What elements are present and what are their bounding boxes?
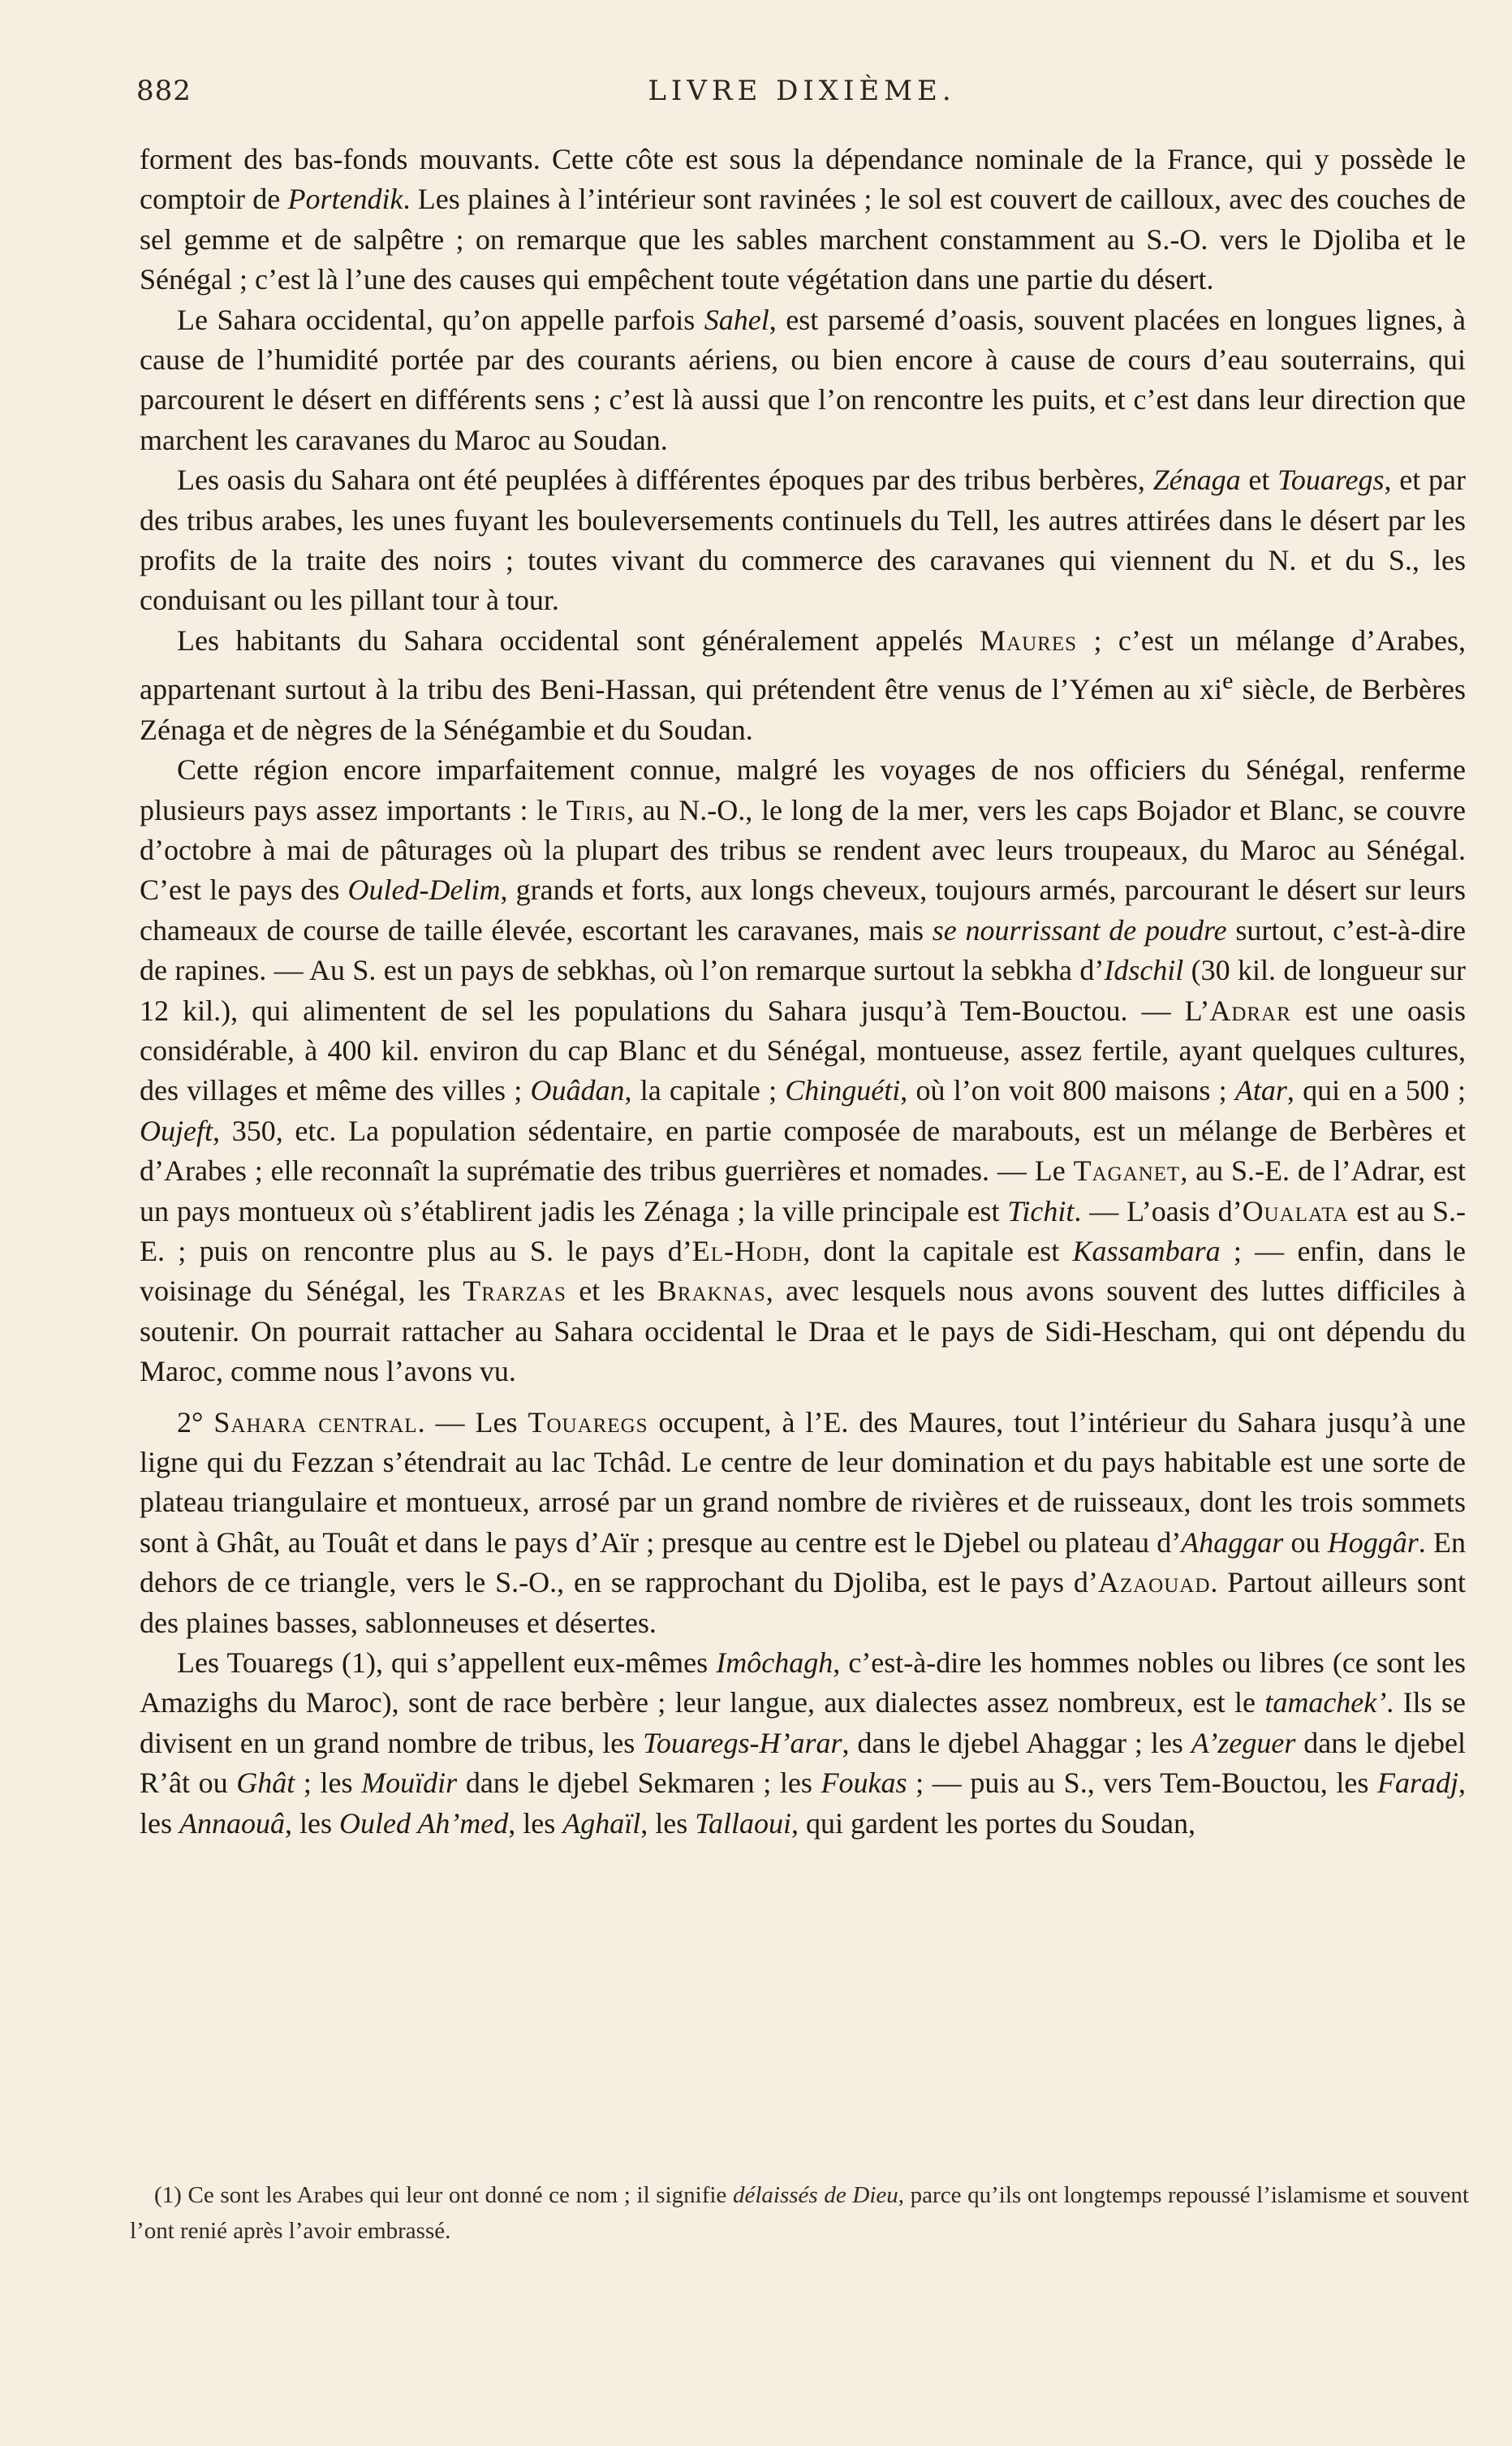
page-number: 882 [136, 75, 192, 107]
running-title: LIVRE DIXIÈME. [648, 75, 956, 107]
paragraph: Les habitants du Sahara occidental sont généralement appelés Maures ; c’est un mélange d’Arabes, appartenant surtout à la tribu des Beni-Hassan, qui prétendent être venus de l’Yémen au $xi^e$ siècle, de Berbères Zénaga et de nègres de la Sénégambie et du Soudan. [140, 623, 1466, 746]
paragraph: forment des bas-fonds mouvants. Cette côte est sous la dépendance nominale de la France, qui y possède le comptoir de Portendik. Les plaines à l’intérieur sont ravinées ; le sol est couvert de cailloux, avec des couches de sel gemme et de salpêtre ; on remarque que les sables marchent constamment au S.-O. vers le Djoliba et le Sénégal ; c’est là l’une des causes qui empêchent toute végétation dans une partie du désert. [140, 143, 1467, 296]
body-text [140, 140, 1466, 1844]
page-header [136, 75, 1467, 123]
paragraph: 2° Sahara central. — Les Touaregs occupent, à l’E. des Maures, tout l’intérieur du Sahara jusqu’à une ligne qui du Fezzan s’étendrait au lac Tchâd. Le centre de leur domination et du pays habitable est une sorte de plateau triangulaire et montueux, arrosé par un grand nombre de rivières et de ruisseaux, dont les trois sommets sont à Ghât, au Touât et dans le pays d’Aïr ; presque au centre est le Djebel ou plateau d’Ahaggar ou Hoggâr. En dehors de ce triangle, vers le S.-O., en se rapprochant du Djoliba, est le pays d’Azaouad. Partout ailleurs sont des plaines basses, sablonneuses et désertes. [140, 1405, 1467, 1639]
paragraph: Les Touaregs (1), qui s’appellent eux-mêmes Imôchagh, c’est-à-dire les hommes nobles ou libres (ce sont les Amazighs du Maroc), sont de race berbère ; leur langue, aux dialectes assez nombreux, est le tamachek’. Ils se divisent en un grand nombre de tribus, les Touaregs-H’arar, dans le djebel Ahaggar ; les A’zeguer dans le djebel R’ât ou Ghât ; les Mouïdir dans le djebel Sekmaren ; les Foukas ; — puis au S., vers Tem-Bouctou, les Faradj, les Annaouâ, les Ouled Ah’med, les Aghaïl, les Tallaoui, qui gardent les portes du Soudan, [140, 1646, 1467, 1840]
footnote [130, 2177, 1469, 2249]
footnote-text: (1) Ce sont les Arabes qui leur ont donné ce nom ; il signifie délaissés de Dieu, parce qu’ils ont longtemps repoussé l’islamisme et souvent l’ont renié après l’avoir embrassé. [130, 2182, 1469, 2244]
paragraph: Le Sahara occidental, qu’on appelle parfois Sahel, est parsemé d’oasis, souvent placées en longues lignes, à cause de l’humidité portée par des courants aériens, ou bien encore à cause de cours d’eau souterrains, qui parcourent le désert en différents sens ; c’est là aussi que l’on rencontre les puits, et c’est dans leur direction que marchent les caravanes du Maroc au Soudan. [140, 303, 1466, 456]
paragraph: Les oasis du Sahara ont été peuplées à différentes époques par des tribus berbères, Zénaga et Touaregs, et par des tribus arabes, les unes fuyant les bouleversements continuels du Tell, les autres attirées dans le désert par les profits de la traite des noirs ; toutes vivant du commerce des caravanes qui viennent du N. et du S., les conduisant ou les pillant tour à tour. [140, 464, 1467, 617]
paragraph: Cette région encore imparfaitement connue, malgré les voyages de nos officiers du Sénégal, renferme plusieurs pays assez importants : le Tiris, au N.-O., le long de la mer, vers les caps Bojador et Blanc, se couvre d’octobre à mai de pâturages où la plupart des tribus se rendent avec leurs troupeaux, du Maroc au Sénégal. C’est le pays des Ouled-Delim, grands et forts, aux longs cheveux, toujours armés, parcourant le désert sur leurs chameaux de course de taille élevée, escortant les caravanes, mais se nourrissant de poudre surtout, c’est-à-dire de rapines. — Au S. est un pays de sebkhas, où l’on remarque surtout la sebkha d’Idschil (30 kil. de longueur sur 12 kil.), qui alimentent de sel les populations du Sahara jusqu’à Tem-Bouctou. — L’Adrar est une oasis considérable, à 400 kil. environ du cap Blanc et du Sénégal, montueuse, assez fertile, ayant quelques cultures, des villages et même des villes ; Ouâdan, la capitale ; Chinguéti, où l’on voit 800 maisons ; Atar, qui en a 500 ; Oujeft, 350, etc. La population sédentaire, en partie composée de marabouts, est un mélange de Berbères et d’Arabes ; elle reconnaît la suprématie des tribus guerrières et nomades. — Le Taganet, au S.-E. de l’Adrar, est un pays montueux où s’établirent jadis les Zénaga ; la ville principale est Tichit. — L’oasis d’Oualata est au S.-E. ; puis on rencontre plus au S. le pays d’El-Hodh, dont la capitale est Kassambara ; — enfin, dans le voisinage du Sénégal, les Trarzas et les Braknas, avec lesquels nous avons souvent des luttes difficiles à soutenir. On pourrait rattacher au Sahara occidental le Draa et le pays de Sidi-Hescham, qui ont dépendu du Maroc, comme nous l’avons vu. [140, 753, 1467, 1388]
